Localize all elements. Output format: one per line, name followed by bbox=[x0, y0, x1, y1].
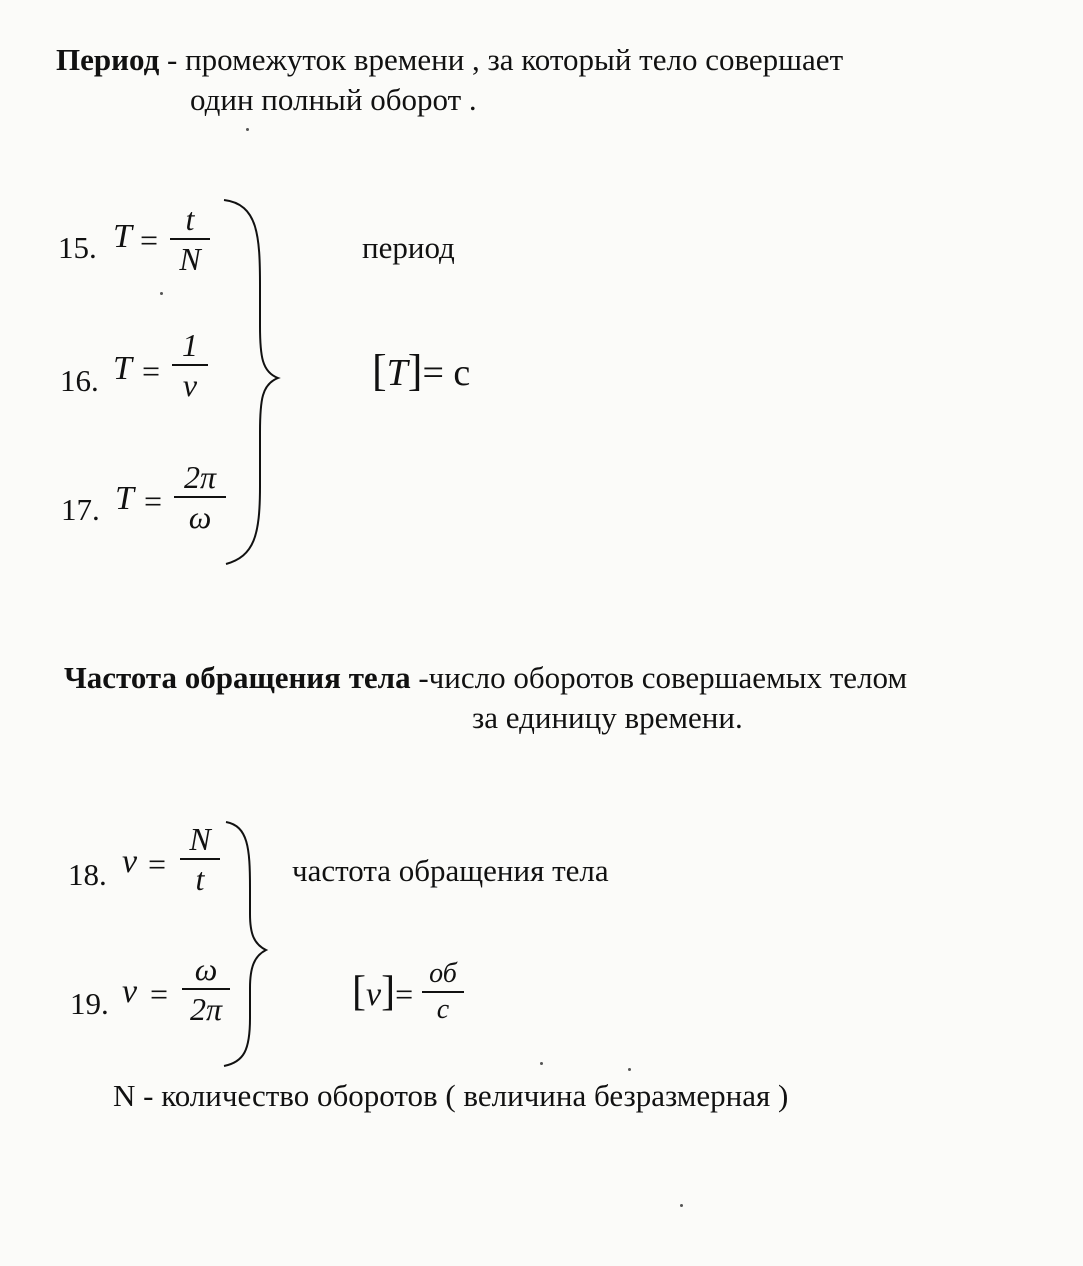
formula-17-number: 17. bbox=[61, 492, 100, 527]
frequency-unit-equals: = bbox=[395, 976, 414, 1012]
period-dash: - bbox=[159, 42, 186, 77]
formula-18-denominator: t bbox=[195, 861, 205, 897]
formula-16-denominator: ν bbox=[182, 367, 198, 403]
bracket-open: [ bbox=[372, 346, 387, 395]
scan-speck bbox=[160, 292, 163, 295]
period-unit-symbol: T bbox=[386, 352, 408, 394]
scan-speck bbox=[540, 1062, 543, 1065]
formula-19-number: 19. bbox=[70, 986, 109, 1021]
formula-19-denominator: 2π bbox=[189, 991, 223, 1027]
formula-16-fraction bbox=[172, 326, 208, 404]
formula-18-number: 18. bbox=[68, 857, 107, 892]
period-definition-line2: один полный оборот . bbox=[190, 82, 477, 117]
period-formulas-brace bbox=[218, 196, 288, 568]
formula-16-equals: = bbox=[142, 353, 161, 389]
formula-16-lhs: T bbox=[113, 350, 132, 387]
formula-19-lhs: ν bbox=[122, 973, 138, 1010]
formula-17-lhs: T bbox=[115, 480, 134, 517]
bracket-close: ] bbox=[381, 969, 396, 1015]
frequency-definition-text: число оборотов совершаемых телом bbox=[428, 660, 908, 695]
period-unit-rhs: = c bbox=[422, 352, 471, 394]
formula-15-lhs: T bbox=[113, 218, 132, 255]
bracket-close: ] bbox=[407, 346, 423, 395]
formula-17-denominator: ω bbox=[188, 499, 212, 535]
frequency-definition-line1 bbox=[64, 662, 907, 693]
formula-18-lhs: ν bbox=[122, 843, 138, 880]
formula-17-equals: = bbox=[144, 483, 163, 519]
frequency-unit-denominator: c bbox=[436, 994, 450, 1025]
period-label: период bbox=[362, 230, 455, 265]
scan-speck bbox=[246, 128, 249, 131]
formula-15-denominator: N bbox=[179, 241, 201, 277]
frequency-dash: - bbox=[410, 660, 429, 695]
note: N - количество оборотов ( величина безразмерная ) bbox=[113, 1078, 789, 1113]
formula-18-equals: = bbox=[148, 846, 167, 882]
formula-19-equals: = bbox=[150, 976, 169, 1012]
frequency-term: Частота обращения тела bbox=[64, 660, 411, 695]
scan-speck bbox=[628, 1068, 631, 1071]
period-definition-text: промежуток времени , за который тело совершает bbox=[185, 42, 844, 77]
formula-16-number: 16. bbox=[60, 363, 99, 398]
formula-17-numerator: 2π bbox=[183, 459, 217, 495]
frequency-definition-line2: за единицу времени. bbox=[472, 700, 743, 735]
frequency-unit-symbol: ν bbox=[366, 976, 382, 1013]
scan-speck bbox=[680, 1204, 683, 1207]
formula-15-numerator: t bbox=[185, 201, 195, 237]
period-definition-line1 bbox=[56, 44, 843, 75]
formula-16-numerator: 1 bbox=[182, 327, 198, 363]
formula-15-number: 15. bbox=[58, 230, 97, 265]
formula-15-fraction bbox=[170, 200, 210, 278]
formula-19-numerator: ω bbox=[194, 951, 218, 987]
formula-18-fraction bbox=[180, 820, 220, 898]
frequency-unit-fraction bbox=[422, 957, 464, 1027]
formula-15-equals: = bbox=[140, 222, 159, 258]
formula-18-numerator: N bbox=[189, 821, 211, 857]
frequency-unit-numerator: об bbox=[429, 958, 457, 989]
bracket-open: [ bbox=[352, 969, 366, 1015]
frequency-unit bbox=[352, 968, 413, 1016]
frequency-formulas-brace bbox=[220, 818, 280, 1070]
frequency-label: частота обращения тела bbox=[292, 853, 609, 888]
period-unit bbox=[372, 345, 470, 396]
period-term: Период bbox=[56, 42, 160, 77]
